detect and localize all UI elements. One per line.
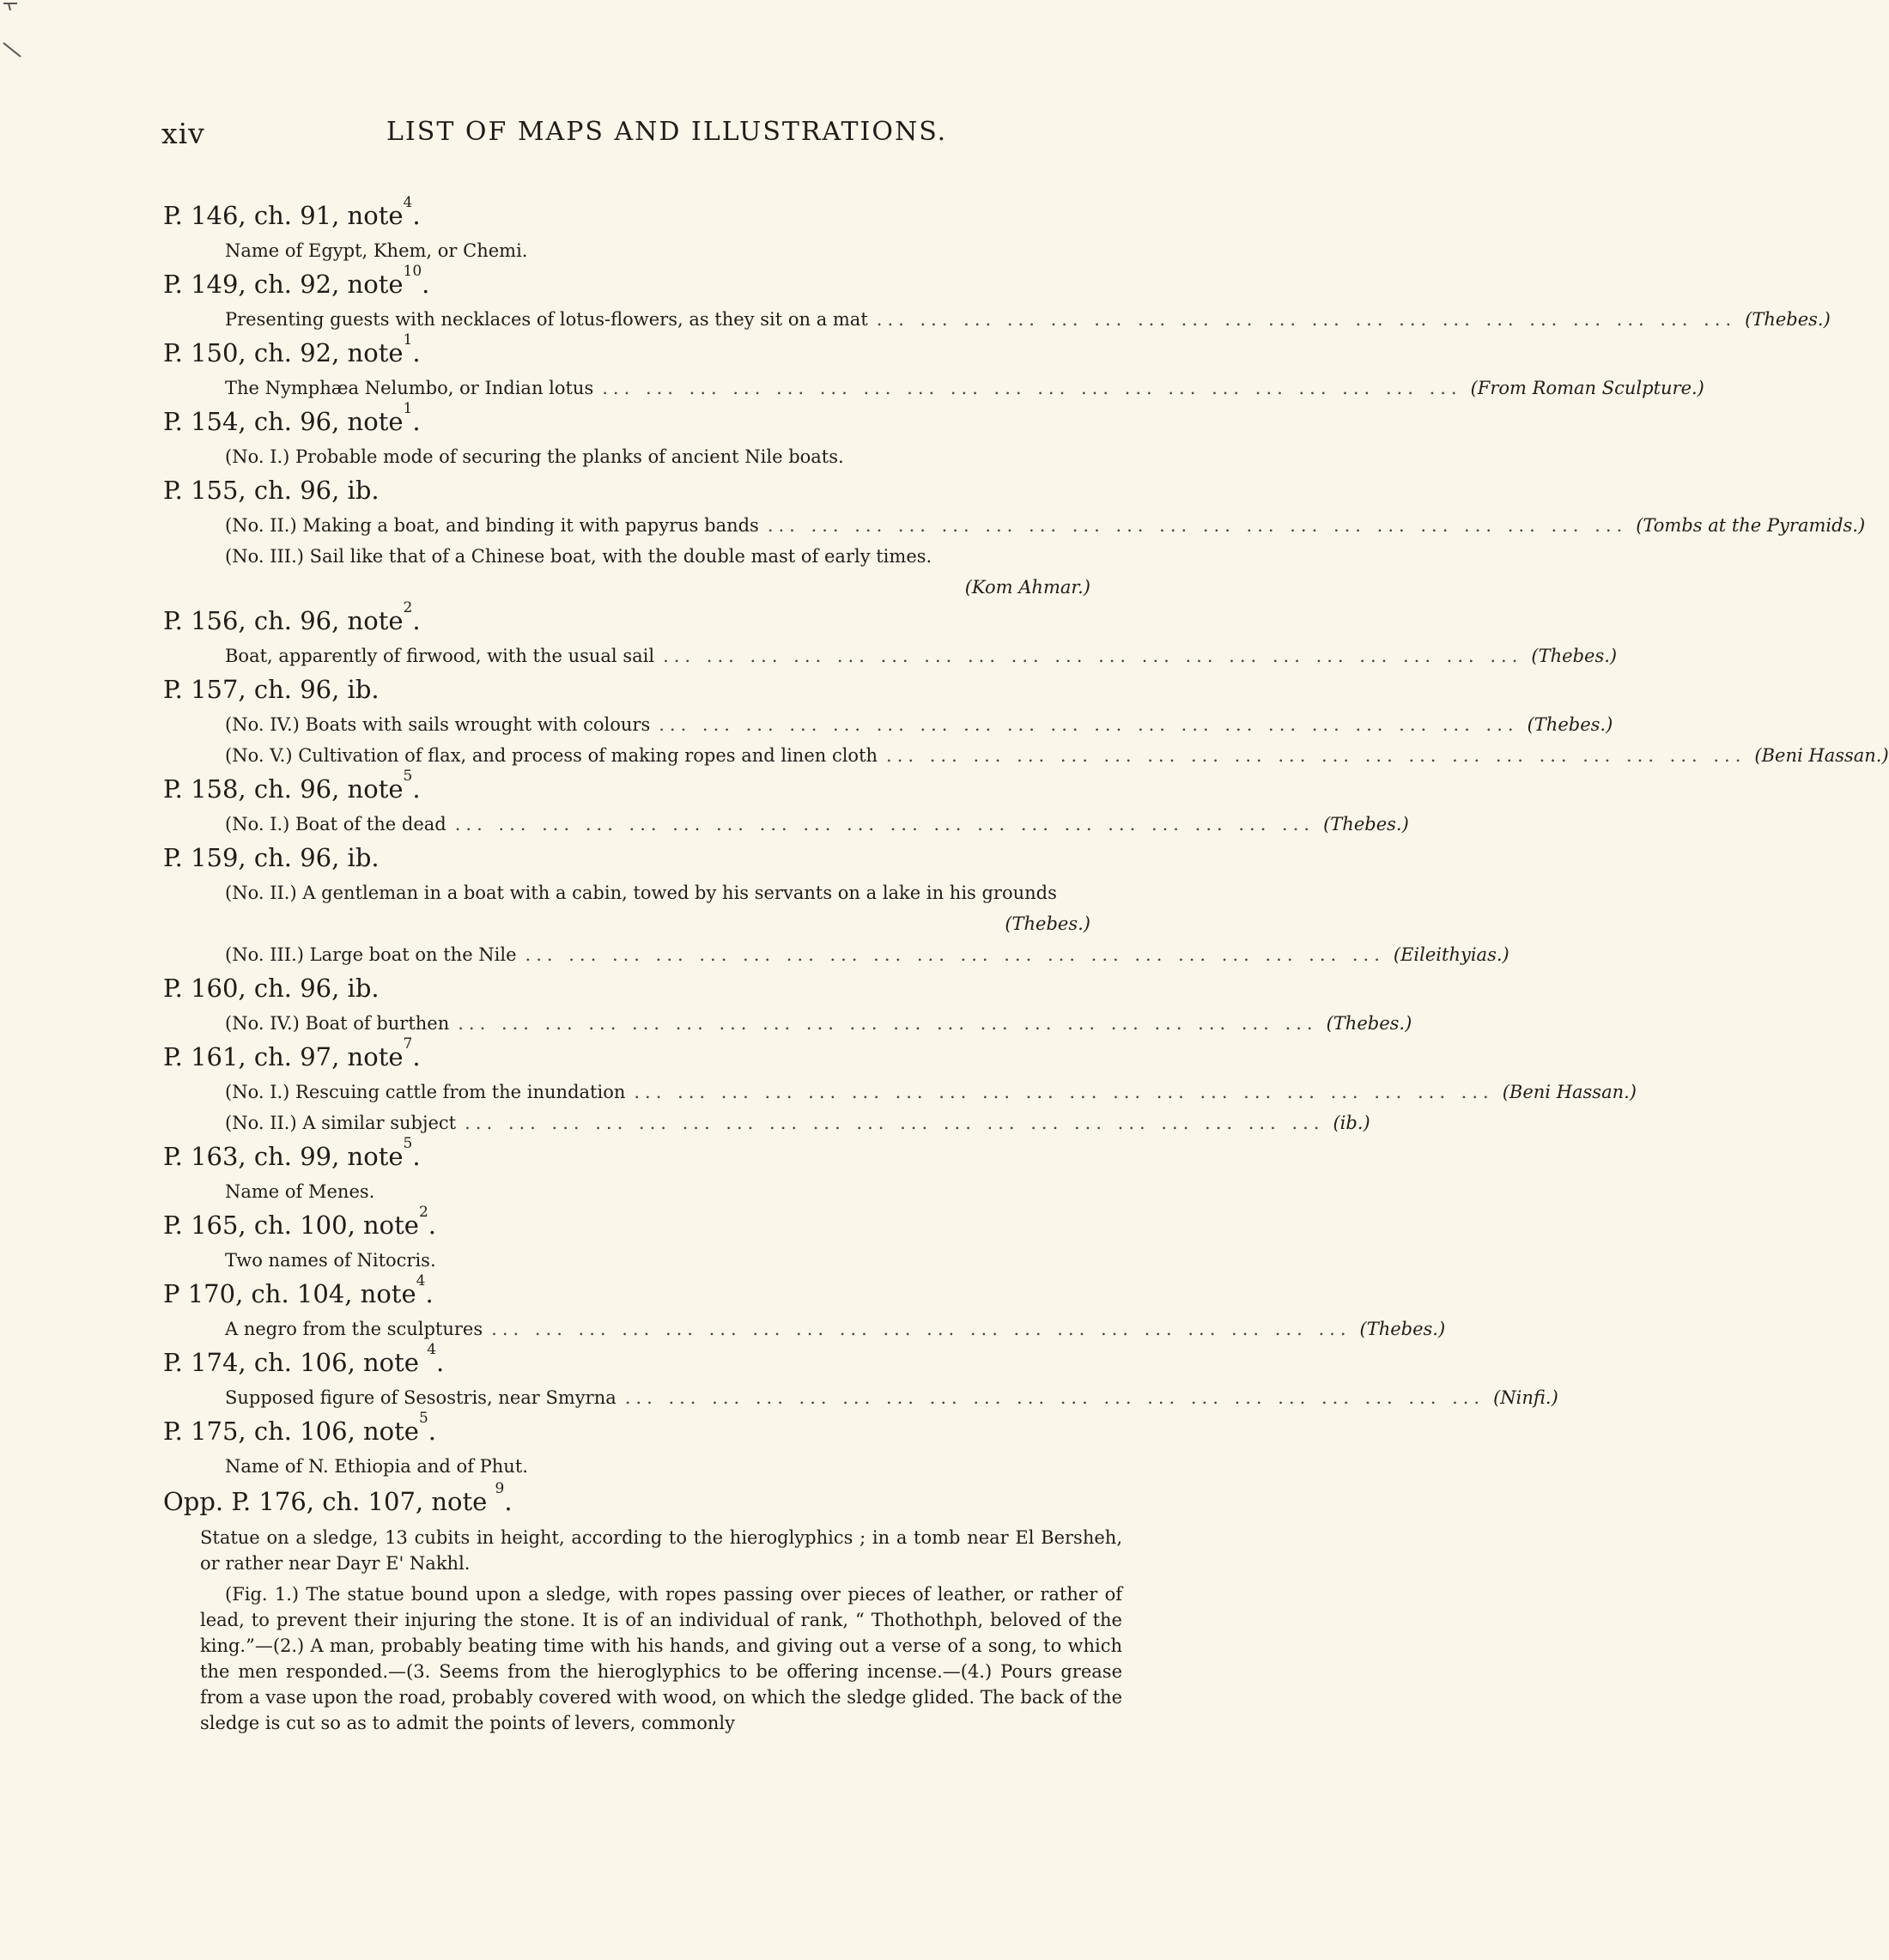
- heading-suffix: .: [428, 1211, 437, 1240]
- figure-description-paragraph: (Fig. 1.) The statue bound upon a sledge, with ropes passing over pieces of leather, or rather of lead, to prevent their injuring the stone. It is of an individual of rank, “ Thothothph, beloved of the king.”—(2.) A man, probably beating time with his hands, and giving out a verse of a song, to which the men responded.—(3. Seems from the hieroglyphics to be offering incense.—(4.) Pours grease from a vase upon the road, probably covered with wood, on which the sledge glided. The back of the sledge is cut so as to admit the points of levers, commonly: [200, 1584, 1122, 1733]
- illustration-description: The Nymphæa Nelumbo, or Indian lotus: [225, 378, 594, 398]
- illustration-line: [163, 575, 1090, 599]
- note-number: 1: [403, 400, 413, 417]
- entry-heading: [163, 1204, 1159, 1243]
- entry-heading: [163, 768, 1159, 807]
- illustration-description: (No. V.) Cultivation of flax, and process of making ropes and linen cloth: [225, 745, 878, 766]
- leader-dots: ... ... ... ... ... ... ... ... ... ... ... ... ... ... ... ... ... ... ... ...: [876, 309, 1737, 330]
- illustration-description: Name of Menes.: [225, 1181, 375, 1202]
- heading-suffix: .: [412, 606, 421, 635]
- entry-heading: [163, 840, 1159, 876]
- illustration-description: (No. III.) Large boat on the Nile: [225, 944, 517, 965]
- illustration-line: [163, 1011, 1412, 1035]
- list-entry: [163, 599, 1618, 668]
- illustration-line: [163, 1111, 1370, 1135]
- entry-heading: [163, 263, 1159, 302]
- list-entry: [163, 1204, 1159, 1272]
- note-number: 9: [495, 1480, 505, 1497]
- entry-heading-text: P. 156, ch. 96, note: [163, 606, 404, 635]
- note-number: 1: [403, 331, 413, 349]
- illustration-line: [163, 239, 1090, 263]
- illustration-line: [163, 1248, 1090, 1272]
- illustration-description: (No. III.) Sail like that of a Chinese boat, with the double mast of early times.: [225, 546, 932, 567]
- page-number: xiv: [161, 117, 205, 150]
- entry-heading-text: P. 149, ch. 92, note: [163, 270, 404, 299]
- illustration-description: Two names of Nitocris.: [225, 1250, 436, 1271]
- illustration-source: (From Roman Sculpture.): [1470, 378, 1704, 398]
- entry-heading: [163, 1035, 1159, 1075]
- illustration-line: [163, 513, 1866, 537]
- entry-heading-text: P. 161, ch. 97, note: [163, 1042, 404, 1071]
- leader-dots: ... ... ... ... ... ... ... ... ... ... ... ... ... ... ... ... ... ... ... ...: [525, 944, 1385, 965]
- illustration-line: [163, 445, 1090, 469]
- entry-heading: [163, 1410, 1159, 1449]
- illustration-source: (Thebes.): [1359, 1319, 1446, 1339]
- entry-heading-text: Opp. P. 176, ch. 107, note: [163, 1487, 495, 1516]
- illustration-description: (No. I.) Rescuing cattle from the inundation: [225, 1082, 626, 1102]
- leader-dots: ... ... ... ... ... ... ... ... ... ... ... ... ... ... ... ... ... ... ... ...: [602, 378, 1462, 398]
- entry-heading: [163, 599, 1159, 639]
- illustration-description: Name of N. Ethiopia and of Phut.: [225, 1456, 528, 1477]
- illustration-line: [163, 812, 1409, 836]
- leader-dots: ... ... ... ... ... ... ... ... ... ... ... ... ... ... ... ... ... ... ... ...: [458, 1013, 1318, 1034]
- illustration-source: (Kom Ahmar.): [964, 577, 1090, 598]
- leader-dots: ... ... ... ... ... ... ... ... ... ... ... ... ... ... ... ... ... ... ... ...: [767, 515, 1628, 536]
- list-entry: [163, 263, 1831, 331]
- illustration-description: (No. I.) Boat of the dead: [225, 814, 446, 834]
- entry-heading-text: P 170, ch. 104, note: [163, 1279, 416, 1308]
- illustration-line: [163, 881, 1090, 905]
- entry-heading-text: P. 158, ch. 96, note: [163, 774, 404, 804]
- entry-heading-text: P. 174, ch. 106, note: [163, 1348, 428, 1377]
- illustration-line: [163, 544, 1090, 568]
- list-entry: [163, 1410, 1159, 1478]
- illustration-description: Supposed figure of Sesostris, near Smyrna: [225, 1387, 617, 1408]
- illustration-source: (Thebes.): [1745, 309, 1831, 330]
- illustration-source: (Beni Hassan.): [1502, 1082, 1637, 1102]
- heading-suffix: .: [412, 1142, 421, 1171]
- heading-suffix: .: [436, 1348, 445, 1377]
- entry-heading-text: P. 175, ch. 106, note: [163, 1417, 419, 1446]
- list-entry: [163, 768, 1409, 836]
- list-entry: [163, 840, 1509, 967]
- note-number: 7: [403, 1035, 413, 1053]
- illustration-description: A negro from the sculptures: [225, 1319, 483, 1339]
- entry-heading: [163, 970, 1159, 1006]
- entry-heading-text: P. 150, ch. 92, note: [163, 338, 404, 367]
- illustration-line: [163, 912, 1090, 936]
- note-number: 5: [403, 1135, 413, 1152]
- entry-heading-text: P. 160, ch. 96, ib.: [163, 974, 380, 1003]
- illustration-description: Boat, apparently of firwood, with the usual sail: [225, 646, 655, 666]
- leader-dots: ... ... ... ... ... ... ... ... ... ... ... ... ... ... ... ... ... ... ... ...: [663, 646, 1523, 666]
- heading-suffix: .: [412, 338, 421, 367]
- entry-heading: [163, 194, 1159, 234]
- entry-heading-text: P. 165, ch. 100, note: [163, 1211, 419, 1240]
- note-number: 4: [416, 1272, 426, 1289]
- illustration-description: Name of Egypt, Khem, or Chemi.: [225, 240, 528, 261]
- entry-heading: [163, 1341, 1159, 1380]
- entry-heading: [163, 400, 1159, 440]
- illustration-line: [163, 713, 1613, 737]
- entry-heading-text: P. 146, ch. 91, note: [163, 201, 404, 230]
- corner-mark: [0, 0, 26, 60]
- leader-dots: ... ... ... ... ... ... ... ... ... ... ... ... ... ... ... ... ... ... ... ...: [465, 1113, 1325, 1133]
- leader-dots: ... ... ... ... ... ... ... ... ... ... ... ... ... ... ... ... ... ... ... ...: [454, 814, 1315, 834]
- illustration-line: [163, 743, 1889, 768]
- illustration-source: (Eileithyias.): [1393, 944, 1509, 965]
- heading-suffix: .: [412, 1042, 421, 1071]
- list-entry: [163, 472, 1866, 599]
- illustration-line: [163, 943, 1509, 967]
- illustration-source: (Thebes.): [1527, 714, 1613, 735]
- heading-suffix: .: [412, 201, 421, 230]
- illustration-source: (Thebes.): [1005, 913, 1090, 934]
- page-title: LIST OF MAPS AND ILLUSTRATIONS.: [386, 117, 948, 147]
- illustration-description: (No. IV.) Boat of burthen: [225, 1013, 450, 1034]
- illustration-description: (No. II.) A similar subject: [225, 1113, 457, 1133]
- note-number: 2: [403, 599, 413, 616]
- entry-heading-text: P. 159, ch. 96, ib.: [163, 843, 380, 872]
- entry-heading-text: P. 157, ch. 96, ib.: [163, 675, 380, 704]
- illustration-description: (No. I.) Probable mode of securing the planks of ancient Nile boats.: [225, 446, 844, 467]
- entry-heading: [163, 1135, 1159, 1174]
- heading-suffix: .: [412, 407, 421, 436]
- description-paragraph: Statue on a sledge, 13 cubits in height, according to the hieroglyphics ; in a tomb near El Bersheh, or rather near Dayr E' Nakhl.: [200, 1527, 1122, 1574]
- list-entry: [163, 331, 1704, 400]
- heading-suffix: .: [412, 774, 421, 804]
- illustration-source: (Ninfi.): [1493, 1387, 1558, 1408]
- heading-suffix: .: [425, 1279, 434, 1308]
- leader-dots: ... ... ... ... ... ... ... ... ... ... ... ... ... ... ... ... ... ... ... ...: [634, 1082, 1494, 1102]
- illustration-line: [163, 644, 1618, 668]
- illustration-source: (Thebes.): [1323, 814, 1409, 834]
- entry-heading-text: P. 154, ch. 96, note: [163, 407, 404, 436]
- entry-heading: [163, 1480, 1159, 1520]
- list-entry: [163, 970, 1412, 1035]
- illustration-line: [163, 1386, 1558, 1410]
- illustration-description: (No. II.) A gentleman in a boat with a cabin, towed by his servants on a lake in his grounds: [225, 883, 1057, 903]
- leader-dots: ... ... ... ... ... ... ... ... ... ... ... ... ... ... ... ... ... ... ... ...: [491, 1319, 1351, 1339]
- illustration-description: (No. II.) Making a boat, and binding it with papyrus bands: [225, 515, 759, 536]
- illustration-line: [163, 376, 1704, 400]
- list-entry: [163, 194, 1159, 263]
- illustration-description: Presenting guests with necklaces of lotus-flowers, as they sit on a mat: [225, 309, 868, 330]
- page-header: [161, 117, 1029, 151]
- illustration-line: [163, 1180, 1090, 1204]
- illustration-line: [163, 307, 1831, 331]
- heading-suffix: .: [504, 1487, 513, 1516]
- illustration-source: (Beni Hassan.): [1754, 745, 1889, 766]
- note-number: 4: [427, 1341, 437, 1358]
- entry-heading: [163, 472, 1159, 508]
- list-entry: [163, 1035, 1637, 1135]
- entry-heading: [163, 1272, 1159, 1312]
- list-entry: [163, 671, 1889, 768]
- leader-dots: ... ... ... ... ... ... ... ... ... ... ... ... ... ... ... ... ... ... ... ...: [886, 745, 1746, 766]
- illustration-source: (ib.): [1333, 1113, 1370, 1133]
- list-entry: [163, 1272, 1446, 1341]
- list-entry: [163, 1135, 1159, 1204]
- note-number: 5: [403, 768, 413, 785]
- illustration-list: [163, 194, 1889, 1736]
- leader-dots: ... ... ... ... ... ... ... ... ... ... ... ... ... ... ... ... ... ... ... ...: [659, 714, 1519, 735]
- illustration-description: (No. IV.) Boats with sails wrought with colours: [225, 714, 651, 735]
- note-number: 5: [418, 1410, 428, 1427]
- entry-heading-text: P. 163, ch. 99, note: [163, 1142, 404, 1171]
- leader-dots: ... ... ... ... ... ... ... ... ... ... ... ... ... ... ... ... ... ... ... ...: [624, 1387, 1485, 1408]
- illustration-source: (Thebes.): [1326, 1013, 1412, 1034]
- note-number: 2: [418, 1204, 428, 1221]
- list-entry: [163, 400, 1159, 469]
- entry-heading-text: P. 155, ch. 96, ib.: [163, 476, 380, 505]
- illustration-source: (Tombs at the Pyramids.): [1636, 515, 1866, 536]
- heading-suffix: .: [422, 270, 430, 299]
- illustration-source: (Thebes.): [1531, 646, 1618, 666]
- entry-heading: [163, 331, 1159, 371]
- list-entry: [163, 1341, 1558, 1410]
- illustration-line: [163, 1080, 1637, 1104]
- illustration-line: [163, 1454, 1090, 1478]
- illustration-line: [163, 1317, 1446, 1341]
- entry-heading: [163, 671, 1159, 707]
- note-number: 4: [403, 194, 413, 211]
- heading-suffix: .: [428, 1417, 437, 1446]
- list-entry-final: [163, 1480, 1159, 1736]
- note-number: 10: [403, 263, 422, 280]
